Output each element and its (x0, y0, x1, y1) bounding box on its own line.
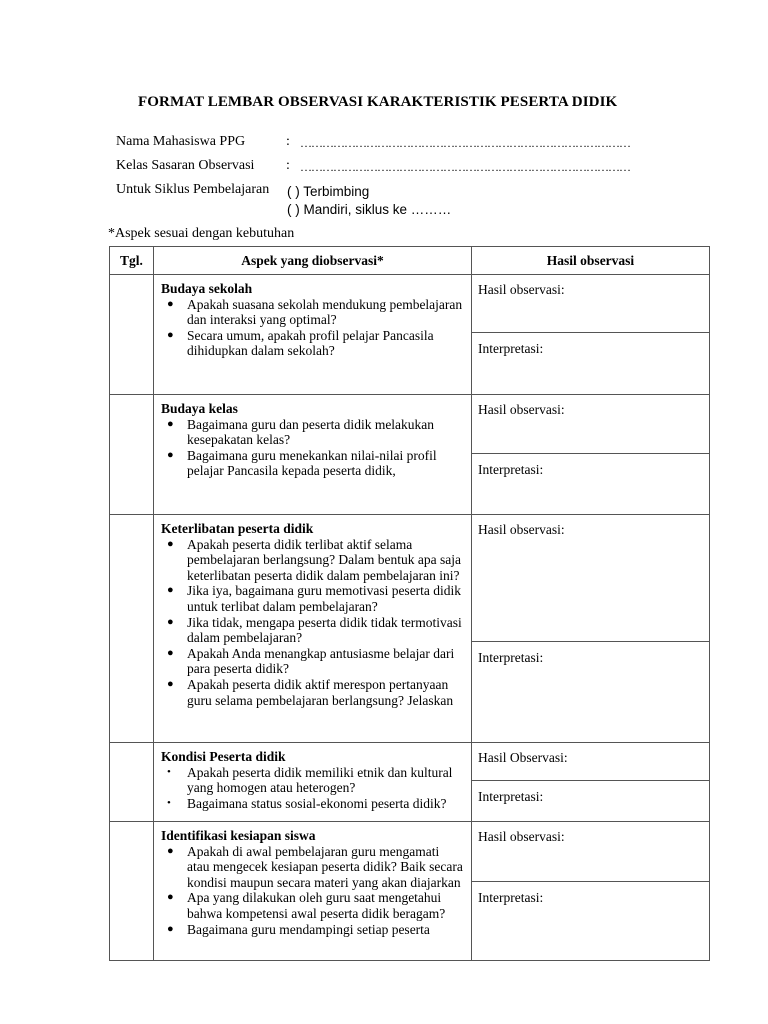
aspect-bullets (161, 765, 465, 812)
interpretasi-label: Interpretasi: (478, 341, 544, 356)
aspect-cell (154, 822, 472, 961)
hasil-observasi-field[interactable] (472, 515, 709, 642)
header-aspek: Aspek yang diobservasi* (154, 247, 472, 275)
interpretasi-field[interactable] (472, 454, 709, 514)
interpretasi-label: Interpretasi: (478, 462, 544, 477)
hasil-cell (472, 395, 710, 515)
aspect-title: Keterlibatan peserta didik (161, 521, 314, 536)
option-mandiri: ( ) Mandiri, siklus ke ……… (287, 202, 452, 217)
hasil-label: Hasil observasi: (478, 522, 565, 537)
hasil-label: Hasil observasi: (478, 282, 565, 297)
bullet-icon: ● (167, 891, 174, 904)
header-tgl: Tgl. (110, 247, 154, 275)
list-item: ● Apakah peserta didik terlibat aktif selama pembelajaran berlangsung? Dalam bentuk apa saja keterlibatan peserta didik dalam pembelajaran ini? (167, 536, 462, 583)
hasil-cell (472, 275, 710, 395)
list-item: ● Jika iya, bagaimana guru memotivasi peserta didik untuk terlibat dalam pembelajaran? (167, 583, 462, 614)
table-row (110, 275, 710, 395)
aspect-cell (154, 275, 472, 395)
nama-label: Nama Mahasiswa PPG (116, 134, 246, 149)
aspect-title: Budaya kelas (161, 401, 238, 416)
aspect-title: Identifikasi kesiapan siswa (161, 828, 316, 843)
list-item: ● Bagaimana guru menekankan nilai-nilai profil pelajar Pancasila kepada peserta didik, (167, 447, 437, 479)
list-item: ● Apa yang dilakukan oleh guru saat mengetahui bahwa kompetensi awal peserta didik beragam? (167, 890, 446, 921)
hasil-cell (472, 515, 710, 743)
hasil-label: Hasil observasi: (478, 829, 565, 844)
kelas-label: Kelas Sasaran Observasi (116, 158, 255, 173)
list-item: ● Apakah peserta didik aktif merespon pertanyaan guru selama pembelajaran berlangsung? Jelaskan (167, 676, 454, 708)
bullet-icon: • (167, 796, 171, 809)
interpretasi-label: Interpretasi: (478, 890, 544, 905)
bullet-icon: ● (167, 417, 174, 430)
tgl-cell[interactable] (110, 743, 154, 822)
list-item: ● Bagaimana guru dan peserta didik melakukan kesepakatan kelas? (167, 416, 435, 448)
aspect-cell (154, 395, 472, 515)
aspect-cell (154, 515, 472, 743)
aspect-title: Kondisi Peserta didik (161, 749, 286, 764)
table-row (110, 743, 710, 822)
hasil-observasi-field[interactable] (472, 822, 709, 882)
hasil-label: Hasil observasi: (478, 402, 565, 417)
bullet-icon: ● (167, 448, 174, 461)
bullet-icon: ● (167, 615, 174, 628)
interpretasi-field[interactable] (472, 333, 709, 394)
list-item: ● Apakah Anda menangkap antusiasme belajar dari para peserta didik? (167, 645, 455, 677)
siklus-label: Untuk Siklus Pembelajaran (116, 182, 270, 197)
aspect-bullets (161, 417, 465, 479)
bullet-icon: • (167, 765, 171, 778)
bullet-icon: ● (167, 844, 174, 857)
interpretasi-field[interactable] (472, 882, 709, 960)
list-item: ● Jika tidak, mengapa peserta didik tidak termotivasi dalam pembelajaran? (167, 614, 462, 646)
aspect-bullets (161, 297, 465, 359)
kelas-colon: : (286, 158, 290, 173)
hasil-label: Hasil Observasi: (478, 750, 568, 765)
interpretasi-field[interactable] (472, 781, 709, 821)
option-terbimbing: ( ) Terbimbing (287, 184, 370, 199)
bullet-icon: ● (167, 297, 174, 310)
interpretasi-label: Interpretasi: (478, 789, 544, 804)
hasil-observasi-field[interactable] (472, 743, 709, 781)
bullet-icon: ● (167, 646, 174, 659)
interpretasi-field[interactable] (472, 642, 709, 742)
aspect-bullets (161, 844, 465, 938)
bullet-icon: ● (167, 537, 174, 550)
bullet-icon: ● (167, 584, 174, 597)
aspect-note: *Aspek sesuai dengan kebutuhan (108, 226, 295, 241)
observation-table (109, 246, 710, 961)
tgl-cell[interactable] (110, 822, 154, 961)
interpretasi-label: Interpretasi: (478, 650, 544, 665)
nama-colon: : (286, 134, 290, 149)
list-item: ● Apakah di awal pembelajaran guru mengamati atau mengecek kesiapan peserta didik? Baik secara kondisi maupun secara materi yang akan diajarkan (167, 843, 463, 890)
kelas-dots: ……………………………………………………………………………… (300, 160, 630, 174)
tgl-cell[interactable] (110, 515, 154, 743)
bullet-icon: ● (167, 328, 174, 341)
list-item: ● Apakah suasana sekolah mendukung pembelajaran dan interaksi yang optimal? (167, 296, 463, 328)
bullet-icon: ● (167, 922, 174, 935)
table-row (110, 822, 710, 961)
aspect-title: Budaya sekolah (161, 281, 253, 296)
list-item: • Apakah peserta didik memiliki etnik dan kultural yang homogen atau heterogen? (167, 764, 453, 796)
hasil-observasi-field[interactable] (472, 275, 709, 333)
hasil-observasi-field[interactable] (472, 395, 709, 454)
nama-dots: ……………………………………………………………………………… (300, 136, 630, 150)
aspect-cell (154, 743, 472, 822)
table-row (110, 395, 710, 515)
tgl-cell[interactable] (110, 275, 154, 395)
hasil-cell (472, 822, 710, 961)
hasil-cell (472, 743, 710, 822)
header-hasil: Hasil observasi (472, 247, 710, 275)
table-row (110, 515, 710, 743)
document-title: FORMAT LEMBAR OBSERVASI KARAKTERISTIK PESERTA DIDIK (138, 94, 618, 110)
aspect-bullets (161, 537, 465, 709)
list-item: ● Secara umum, apakah profil pelajar Pancasila dihidupkan dalam sekolah? (167, 327, 434, 359)
list-item: ● Bagaimana guru mendampingi setiap peserta (167, 921, 430, 937)
list-item: • Bagaimana status sosial-ekonomi peserta didik? (167, 795, 447, 811)
bullet-icon: ● (167, 677, 174, 690)
table-header-row (110, 247, 710, 275)
tgl-cell[interactable] (110, 395, 154, 515)
